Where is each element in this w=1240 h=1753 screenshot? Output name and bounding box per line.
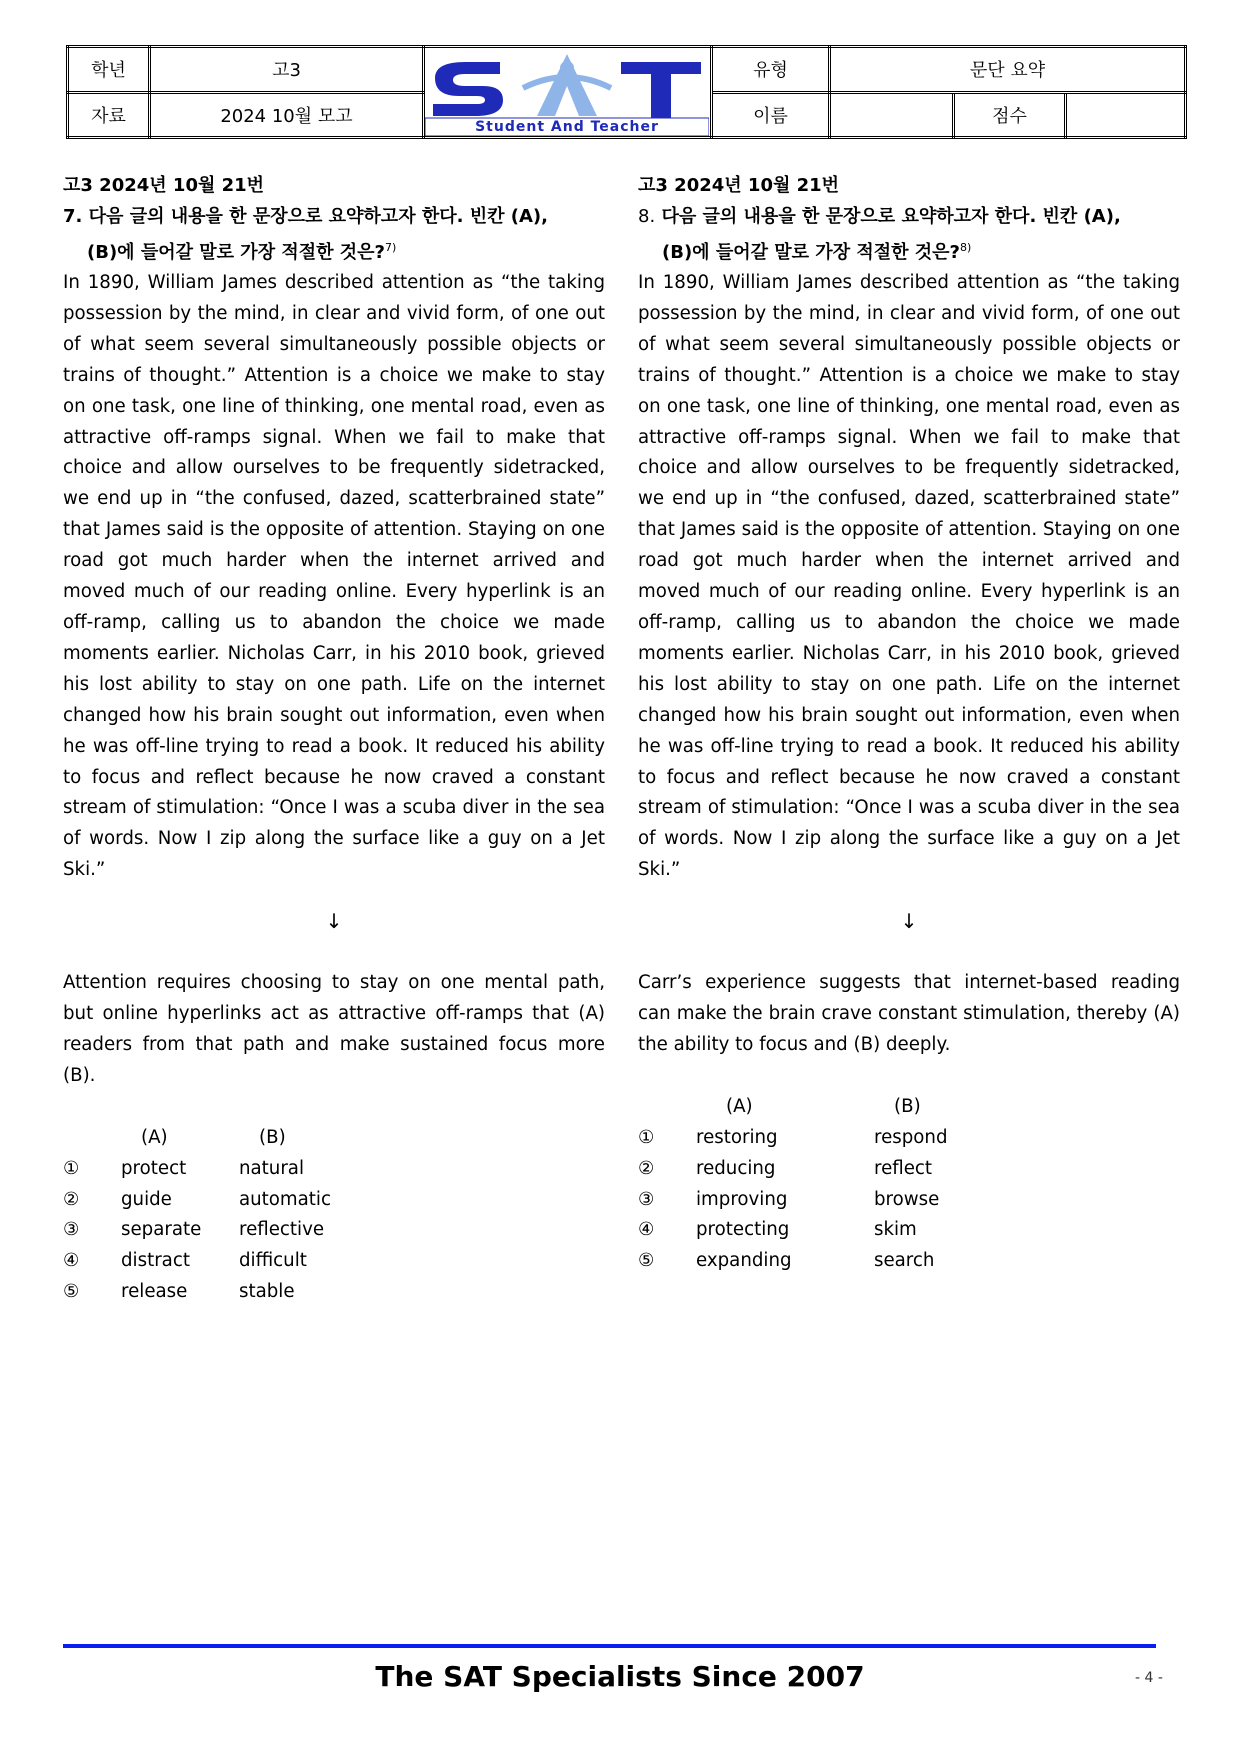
question-prompt: [638, 201, 1180, 232]
answer-option-2[interactable]: [63, 1185, 605, 1216]
prompt-line-1: 다음 글의 내용을 한 문장으로 요약하고자 한다. 빈칸 (A),: [88, 206, 548, 227]
summary-sentence: Attention requires choosing to stay on one mental path, but online hyperlinks act as attractive off-ramps that (A) readers from that path and make sustained focus more (B).: [63, 972, 605, 1086]
option-number: ⑤: [638, 1250, 655, 1272]
header-b: (B): [894, 1095, 921, 1117]
option-number: ②: [638, 1157, 655, 1179]
option-a: expanding: [696, 1250, 792, 1272]
passage: In 1890, William James described attention as “the taking possession by the mind, in clear and vivid form, of one out of what seem several simultaneously possible objects or trains of thought.” Attention is a choice we make to stay on one task, one line of thinking, one mental road, even as attractive off-ramps signal. When we fail to make that choice and allow ourselves to be frequently sidetracked, we end up in “the confused, dazed, scatterbrained state” that James said is the opposite of attention. Staying on one road got much harder when the internet arrived and moved much of our reading online. Every hyperlink is an off-ramp, calling us to abandon the choice we made moments earlier. Nicholas Carr, in his 2010 book, grieved his lost ability to stay on one path. Life on the internet changed how his brain sought out information, even when he was off-line trying to read a book. It reduced his ability to focus and reflect because he now craved a constant stream of stimulation: “Once I was a scuba diver in the sea of words. Now I zip along the surface like a guy on a Jet Ski.”: [63, 272, 605, 881]
option-number: ①: [638, 1126, 655, 1148]
question-prompt: [63, 201, 605, 232]
option-number: ④: [638, 1219, 655, 1241]
options-header: [638, 1092, 1180, 1123]
answer-option-3[interactable]: [638, 1185, 1180, 1216]
answer-option-4[interactable]: [63, 1246, 605, 1277]
answer-option-5[interactable]: [63, 1277, 605, 1308]
name-label: 이름: [712, 92, 830, 138]
sat-logo: [424, 47, 712, 138]
answer-option-1[interactable]: [63, 1154, 605, 1185]
option-a: reducing: [696, 1157, 776, 1179]
prompt-line-1: 다음 글의 내용을 한 문장으로 요약하고자 한다. 빈칸 (A),: [661, 206, 1121, 227]
options-header: [63, 1123, 605, 1154]
question-8-column: [638, 170, 1180, 1277]
question-number: 7.: [63, 206, 83, 227]
answer-options: [63, 1123, 605, 1308]
grade-value: 고3: [150, 47, 424, 93]
option-number: ②: [63, 1188, 80, 1210]
answer-option-4[interactable]: [638, 1215, 1180, 1246]
score-field[interactable]: [1066, 92, 1186, 138]
logo-subtitle: Student And Teacher: [475, 119, 659, 135]
option-b: respond: [874, 1126, 948, 1148]
header-a: (A): [726, 1095, 753, 1117]
header-b: (B): [259, 1126, 286, 1148]
option-b: difficult: [239, 1250, 307, 1272]
question-7-column: [63, 170, 605, 1308]
option-a: improving: [696, 1188, 788, 1210]
option-a: guide: [121, 1188, 172, 1210]
question-source: 고3 2024년 10월 21번: [63, 175, 265, 196]
option-a: distract: [121, 1250, 190, 1272]
option-b: reflective: [239, 1219, 325, 1241]
footer-slogan: The SAT Specialists Since 2007: [375, 1660, 865, 1693]
option-a: protect: [121, 1157, 187, 1179]
option-b: search: [874, 1250, 935, 1272]
name-field[interactable]: [830, 92, 954, 138]
header-a: (A): [141, 1126, 168, 1148]
option-b: automatic: [239, 1188, 331, 1210]
option-number: ③: [63, 1219, 80, 1241]
page-number: - 4 -: [1135, 1670, 1163, 1686]
option-number: ⑤: [63, 1281, 80, 1303]
question-number: 8.: [638, 206, 656, 227]
option-a: restoring: [696, 1126, 778, 1148]
answer-option-5[interactable]: [638, 1246, 1180, 1277]
down-arrow-icon: ↓: [325, 909, 343, 934]
source-label: 자료: [68, 92, 150, 138]
question-prompt-cont: [63, 232, 605, 268]
footnote-marker: 7): [385, 241, 397, 254]
prompt-line-2: (B)에 들어갈 말로 가장 적절한 것은?: [662, 242, 960, 263]
passage: In 1890, William James described attention as “the taking possession by the mind, in clear and vivid form, of one out of what seem several simultaneously possible objects or trains of thought.” Attention is a choice we make to stay on one task, one line of thinking, one mental road, even as attractive off-ramps signal. When we fail to make that choice and allow ourselves to be frequently sidetracked, we end up in “the confused, dazed, scatterbrained state” that James said is the opposite of attention. Staying on one road got much harder when the internet arrived and moved much of our reading online. Every hyperlink is an off-ramp, calling us to abandon the choice we made moments earlier. Nicholas Carr, in his 2010 book, grieved his lost ability to stay on one path. Life on the internet changed how his brain sought out information, even when he was off-line trying to read a book. It reduced his ability to focus and reflect because he now craved a constant stream of stimulation: “Once I was a scuba diver in the sea of words. Now I zip along the surface like a guy on a Jet Ski.”: [638, 272, 1180, 881]
footnote-marker: 8): [960, 241, 972, 254]
question-source: 고3 2024년 10월 21번: [638, 175, 840, 196]
option-a: release: [121, 1281, 188, 1303]
answer-option-3[interactable]: [63, 1215, 605, 1246]
down-arrow-icon: ↓: [900, 909, 918, 934]
question-prompt-cont: [638, 232, 1180, 268]
option-number: ③: [638, 1188, 655, 1210]
answer-options: [638, 1092, 1180, 1277]
source-value: 2024 10월 모고: [150, 92, 424, 138]
type-label: 유형: [712, 47, 830, 93]
prompt-line-2: (B)에 들어갈 말로 가장 적절한 것은?: [87, 242, 385, 263]
answer-option-1[interactable]: [638, 1123, 1180, 1154]
option-a: separate: [121, 1219, 202, 1241]
option-b: natural: [239, 1157, 305, 1179]
option-b: reflect: [874, 1157, 933, 1179]
option-b: browse: [874, 1188, 940, 1210]
option-number: ①: [63, 1157, 80, 1179]
footer-divider: [63, 1644, 1156, 1648]
type-value: 문단 요약: [830, 47, 1186, 93]
summary-sentence: Carr’s experience suggests that internet-based reading can make the brain crave constant stimulation, thereby (A) the ability to focus and (B) deeply.: [638, 972, 1180, 1055]
option-a: protecting: [696, 1219, 790, 1241]
option-b: skim: [874, 1219, 917, 1241]
answer-option-2[interactable]: [638, 1154, 1180, 1185]
option-b: stable: [239, 1281, 295, 1303]
grade-label: 학년: [68, 47, 150, 93]
score-label: 점수: [954, 92, 1066, 138]
option-number: ④: [63, 1250, 80, 1272]
header-table: [66, 45, 1187, 139]
